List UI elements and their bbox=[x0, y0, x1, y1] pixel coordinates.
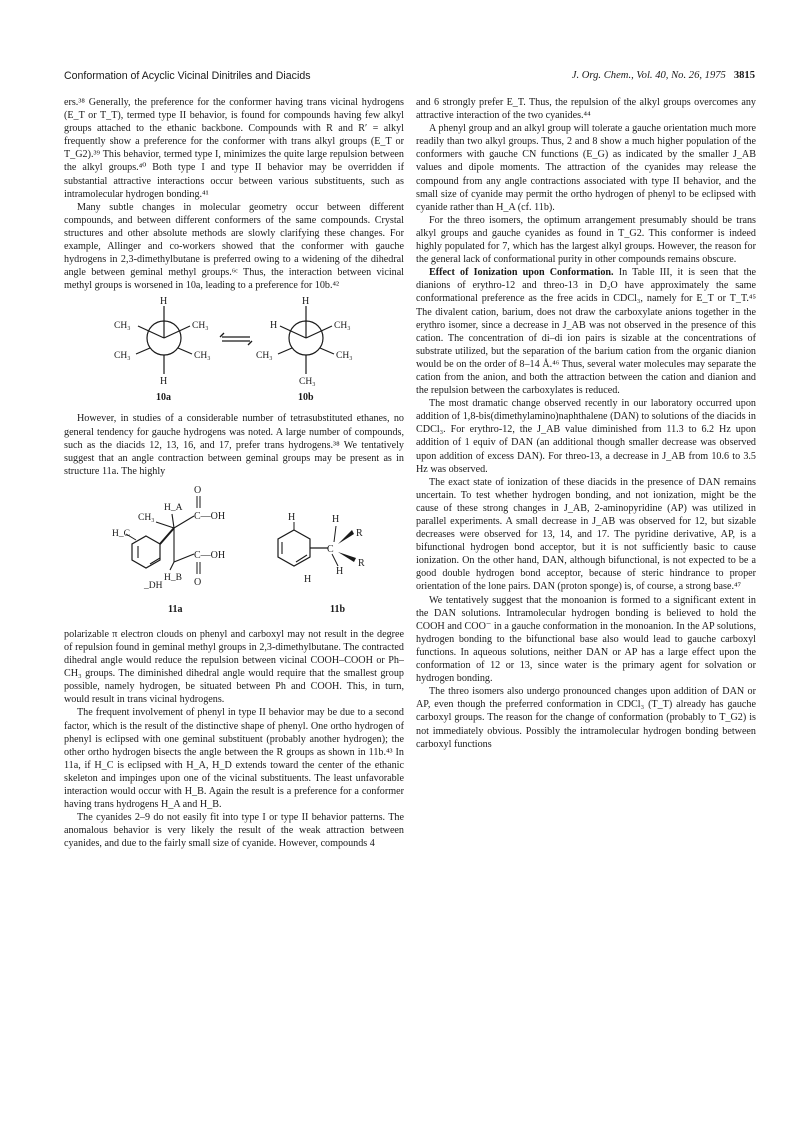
atom-ch3: CH₃ bbox=[334, 321, 351, 332]
atom-ch3: CH₃ bbox=[256, 351, 273, 362]
paragraph: ers.³⁸ Generally, the preference for the conformer having trans vicinal hydrogens (E_T or T_T), termed type II behavior, is found for compounds having few alkyl groups attached to the ethanic backbone. Compounds with R and R′ = alkyl frequently show a preference for the conformer with trans alkyl groups (E_T or T_G2).³⁹ This behavior, termed type I, minimizes the quite large repulsion between the alkyl groups.⁴⁰ Both type I and type II behavior may be overridden if substantial attractive interactions occur between various substituents, such as intramolecular hydrogen bonding.⁴¹ bbox=[64, 97, 404, 200]
paragraph: A phenyl group and an alkyl group will tolerate a gauche orientation much more readily than two alkyl groups. Thus, 2 and 8 show a much higher population of the conformers with gauche CN functions (E_G) as indicated by the smaller J_AB values and dipole moments. The attraction of the cyanides may release the compound from any angle contractions associated with type II behavior, and the small size of cyanide may permit the ortho hydrogen of phenyl to be eclipsed with cyanide rather than H_A (cf. 11b). bbox=[416, 123, 756, 213]
atom-hd: _DH bbox=[144, 580, 163, 591]
newman-10b bbox=[256, 296, 353, 403]
phenyl-ring bbox=[132, 536, 160, 568]
compound-label-10b: 10b bbox=[298, 392, 314, 404]
atom-ch3: CH₃ bbox=[194, 351, 211, 362]
atom-ha: H_A bbox=[164, 502, 183, 513]
journal-citation bbox=[572, 70, 755, 81]
atom-ch3: CH₃ bbox=[114, 321, 131, 332]
paragraph: For the threo isomers, the optimum arrangement presumably should be trans alkyl groups and gauche cyanides as found in T_G2. This conformer is indeed highly populated for 7, which has the largest alkyl groups. However, the reason for the general lack of conformational purity in other compounds remains obscure. bbox=[416, 214, 756, 266]
paragraph-with-heading bbox=[416, 266, 756, 397]
atom-h: H bbox=[302, 296, 310, 308]
newman-10a bbox=[114, 296, 211, 403]
carboxyl-bottom: C—OH bbox=[194, 549, 226, 561]
newman-projection-figure-10 bbox=[64, 296, 404, 406]
atom-h: H bbox=[336, 565, 344, 577]
paragraph: The most dramatic change observed recently in our laboratory occurred upon addition of 1,8-bis(dimethylamino)naphthalene (DAN) to solutions of the diacids in CDCl₃. For erythro-12, the J_AB value diminished from 11.3 to 6.2 Hz upon addition of 1 equiv of DAN (an additional though smaller decrease was observed upon addition of excess DAN). For threo-13, a decrease in J_AB from 10.6 to 3.5 Hz was observed. bbox=[416, 398, 756, 475]
carboxyl-top: C—OH bbox=[194, 510, 226, 522]
page-number: 3815 bbox=[733, 70, 755, 81]
paragraph-text: In Table III, it is seen that the dianions of erythro-12 and threo-13 in D₂O have approximately the same conformational preference as the free acids in CDCl₃, namely for E_T or T_T.⁴⁵ The divalent cation, barium, does not draw the carboxylate anions together in the erythro isomer, since a decrease in J_AB was not observed in the presence of this cation. The concentration of di–di ion pairs is sizable at the concentrations of substrate utilized, but the separation of the barium cation from the organic dianion would be on the order of 8–14 Å.⁴⁶ Thus, several water molecules may separate the cation from the anion, and both the attraction between the cation and dianion and the repulsion between the carboxylates is reduced. bbox=[416, 267, 756, 397]
journal-name: J. Org. Chem., Vol. 40, No. 26, 1975 bbox=[571, 70, 726, 81]
atom-ch3: CH₃ bbox=[138, 512, 155, 523]
atom-c: C bbox=[327, 543, 334, 555]
compound-label-11a: 11a bbox=[168, 603, 183, 615]
phenyl-ring bbox=[278, 530, 310, 566]
left-column bbox=[64, 96, 404, 850]
wedge-bond bbox=[338, 552, 356, 562]
atom-h: H bbox=[160, 376, 168, 388]
atom-r: R bbox=[358, 557, 365, 569]
structure-11a bbox=[112, 485, 225, 615]
atom-h: H bbox=[332, 513, 340, 525]
paragraph: Many subtle changes in molecular geometry occur between different compounds, and between different conformers of the same compounds. Crystal structures and other absolute methods are slowly clarifying these changes. For example, Allinger and co-workers showed that the conformer with gauche hydrogens in 2,3-dimethylbutane is preferred owing to a widening of the dihedral angle between geminal methyl groups.⁶ᶜ Thus, the interaction between vicinal methyl groups is worsened in 10a, leading to a preference for 10b.⁴² bbox=[64, 201, 404, 292]
atom-h: H bbox=[270, 320, 278, 332]
paragraph: The frequent involvement of phenyl in type II behavior may be due to a second factor, which is the result of the distinctive shape of phenyl. One ortho hydrogen of phenyl is eclipsed with one geminal substituent (probably another hydrogen); the other ortho hydrogen bisects the angle between the R groups as shown in 11b.⁴³ In 11a, if H_C is eclipsed with H_A, H_D extends toward the center of the ethanic skeleton and impinges upon one of the vicinal substituents. The least unfavorable interaction would occur with H_B. Again the result is a preference for a conformer having trans hydrogens H_A and H_B. bbox=[64, 707, 404, 811]
atom-ch3: CH₃ bbox=[336, 351, 353, 362]
atom-ch3: CH₃ bbox=[114, 351, 131, 362]
paragraph: We tentatively suggest that the monoanion is formed to a significant extent in the DAN solutions. Intramolecular hydrogen bonding is believed to hold the COOH and COO⁻ in a gauche conformation in the monoanion. In the AP solutions, hydrogen bonding to the bifunctional base also would lead to gauche carboxyl functions. In aqueous solutions, neither DAN or AP has a large effect upon the conformation of 12 or 13, since water is the primary agent for solvation or hydrogen bonding. bbox=[416, 594, 756, 685]
atom-o: O bbox=[194, 576, 202, 588]
atom-ch3: CH₃ bbox=[299, 377, 316, 388]
equilibrium-arrows bbox=[220, 333, 252, 345]
atom-hb: H_B bbox=[164, 572, 182, 583]
wedge-bond bbox=[338, 530, 354, 544]
structure-11b bbox=[278, 512, 365, 615]
section-heading: Effect of Ionization upon Conformation. bbox=[429, 267, 614, 279]
paragraph: The exact state of ionization of these diacids in the presence of DAN remains uncertain. To test whether hydrogen bonding, and not ionization, might be the cause of these strong changes in J_AB, 2-aminopyridine (AP) was utilized in parallel experiments. A small decrease in J_AB was observed for 12, but sizable decreases were observed for 13, 14, and 17. The pyridine derivative, AP, is a bifunctional hydrogen bond acceptor, but it is not sufficiently basic to cause ionization. On the other hand, DAN, although bifunctional, is not expected to be a good double hydrogen bond acceptor, because of steric hindrance to proper orientation of the lone pairs. DAN (proton sponge) is, of course, a strong base.⁴⁷ bbox=[416, 476, 756, 593]
atom-h: H bbox=[288, 511, 296, 523]
compound-label-11b: 11b bbox=[330, 603, 346, 615]
atom-hc: H_C bbox=[112, 528, 130, 539]
atom-h: H bbox=[160, 296, 168, 308]
paragraph: The cyanides 2–9 do not easily fit into type I or type II behavior patterns. The anomalous behavior is very likely the result of the weak attraction between cyanides, and due to the fairly small size of cyanide. However, compounds 4 bbox=[64, 812, 404, 850]
atom-o: O bbox=[194, 484, 202, 496]
compound-label-10a: 10a bbox=[156, 392, 171, 404]
paragraph: However, in studies of a considerable number of tetrasubstituted ethanes, no general tendency for gauche hydrogens was noted. A large number of compounds, such as the diacids 12, 13, 16, and 17, prefer trans hydrogens.³⁸ We tentatively suggest that an angle contraction between geminal groups may be present as in structure 11a. The highly bbox=[64, 413, 404, 477]
atom-ch3: CH₃ bbox=[192, 321, 209, 332]
running-title: Conformation of Acyclic Vicinal Dinitriles and Diacids bbox=[64, 70, 311, 82]
right-column bbox=[416, 96, 756, 751]
atom-r: R bbox=[356, 527, 363, 539]
atom-h: H bbox=[304, 573, 312, 585]
paragraph: and 6 strongly prefer E_T. Thus, the repulsion of the alkyl groups overcomes any attractive interaction of the two cyanides.⁴⁴ bbox=[416, 97, 756, 122]
structure-figure-11 bbox=[64, 482, 404, 622]
paragraph: polarizable π electron clouds on phenyl and carboxyl may not result in the degree of repulsion found in geminal methyl groups in 2,3-dimethylbutane. The contracted dihedral angle would reduce the repulsion between vicinal COOH–COOH or Ph–CH₃ groups. The diminished dihedral angle would require that the smallest group possible, namely hydrogen, be situated between Ph and COOH. This, in turn, would result in trans vicinal hydrogens. bbox=[64, 628, 404, 706]
paragraph: The threo isomers also undergo pronounced changes upon addition of DAN or AP, even though the preferred conformation in CDCl₃ (T_T) already has gauche carboxyl groups. The reason for the change of conformation (probably to T_G2) is not immediately obvious. Possibly the intramolecular hydrogen bonding between carboxyl functions bbox=[416, 686, 756, 750]
